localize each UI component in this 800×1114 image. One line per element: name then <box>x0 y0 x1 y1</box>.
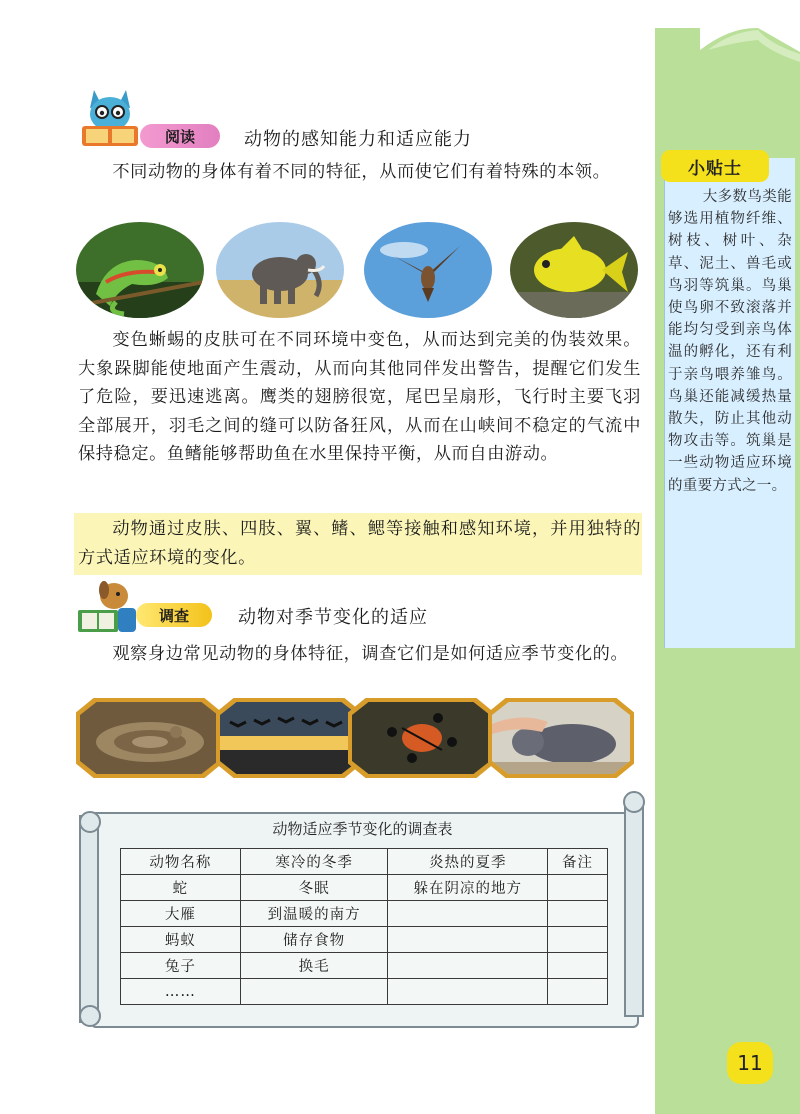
table-cell <box>548 979 608 1005</box>
chameleon-photo <box>76 222 204 318</box>
table-row <box>121 927 608 953</box>
survey-intro: 观察身边常见动物的身体特征，调查它们是如何适应季节变化的。 <box>112 644 629 664</box>
survey-tag: 调查 <box>136 603 212 627</box>
table-cell: 蛇 <box>121 875 241 901</box>
table-row <box>121 901 608 927</box>
tip-label: 小贴士 <box>661 150 769 182</box>
scroll-roll-left <box>74 808 104 1030</box>
header-winter: 寒冷的冬季 <box>240 849 388 875</box>
table-cell: 储存食物 <box>240 927 388 953</box>
survey-title: 动物对季节变化的适应 <box>238 607 428 628</box>
table-cell <box>388 979 548 1005</box>
reading-tag: 阅读 <box>140 124 220 148</box>
fish-photo <box>510 222 638 318</box>
geese-photo <box>216 698 362 778</box>
table-cell <box>548 927 608 953</box>
table-cell <box>548 901 608 927</box>
elephant-photo <box>216 222 344 318</box>
page-curl-decoration <box>700 22 800 72</box>
reading-highlight: 动物通过皮肤、四肢、翼、鳍、鳃等接触和感知环境，并用独特的方式适应环境的变化。 <box>78 519 641 568</box>
table-cell <box>388 953 548 979</box>
table-header-row <box>121 849 608 875</box>
rabbit-photo <box>488 698 634 778</box>
table-row <box>121 979 608 1005</box>
eagle-photo <box>364 222 492 318</box>
table-cell: 大雁 <box>121 901 241 927</box>
snake-photo <box>76 698 222 778</box>
table-cell: 兔子 <box>121 953 241 979</box>
table-row <box>121 875 608 901</box>
table-cell <box>240 979 388 1005</box>
header-animal: 动物名称 <box>121 849 241 875</box>
table-cell: 躲在阴凉的地方 <box>388 875 548 901</box>
table-cell <box>548 875 608 901</box>
reading-mascot-icon <box>74 80 146 152</box>
table-cell <box>388 927 548 953</box>
table-cell: 蚂蚁 <box>121 927 241 953</box>
tip-text: 大多数鸟类能够选用植物纤维、树枝、树叶、杂草、泥土、兽毛或鸟羽等筑巢。鸟巢使鸟卵不致滚落并能均匀受到亲鸟体温的孵化，还有利于亲鸟喂养雏鸟。鸟巢还能减缓热量散失，防止其他动物攻击等。筑巢是一些动物适应环境的重要方式之一。 <box>668 189 792 494</box>
reading-title: 动物的感知能力和适应能力 <box>244 129 472 150</box>
survey-mascot-icon <box>74 576 140 636</box>
header-notes: 备注 <box>548 849 608 875</box>
header-summer: 炎热的夏季 <box>388 849 548 875</box>
table-cell: 冬眠 <box>240 875 388 901</box>
survey-table <box>120 848 608 1005</box>
page-number: 11 <box>727 1042 773 1084</box>
table-cell: 换毛 <box>240 953 388 979</box>
survey-table-title: 动物适应季节变化的调查表 <box>272 820 453 838</box>
reading-body: 变色蜥蜴的皮肤可在不同环境中变色，从而达到完美的伪装效果。大象跺脚能使地面产生震动，从而向其他同伴发出警告，提醒它们发生了危险，要迅速逃离。鹰类的翅膀很宽，尾巴呈扇形，飞行时主要飞羽全部展开，羽毛之间的缝可以防备狂风，从而在山峡间不稳定的气流中保持稳定。鱼鳍能够帮助鱼在水里保持平衡，从而自由游动。 <box>78 330 641 464</box>
ants-photo <box>348 698 494 778</box>
table-row <box>121 953 608 979</box>
reading-intro: 不同动物的身体有着不同的特征，从而使它们有着特殊的本领。 <box>112 162 611 182</box>
table-cell: 到温暖的南方 <box>240 901 388 927</box>
table-cell <box>388 901 548 927</box>
table-cell: …… <box>121 979 241 1005</box>
table-cell <box>548 953 608 979</box>
